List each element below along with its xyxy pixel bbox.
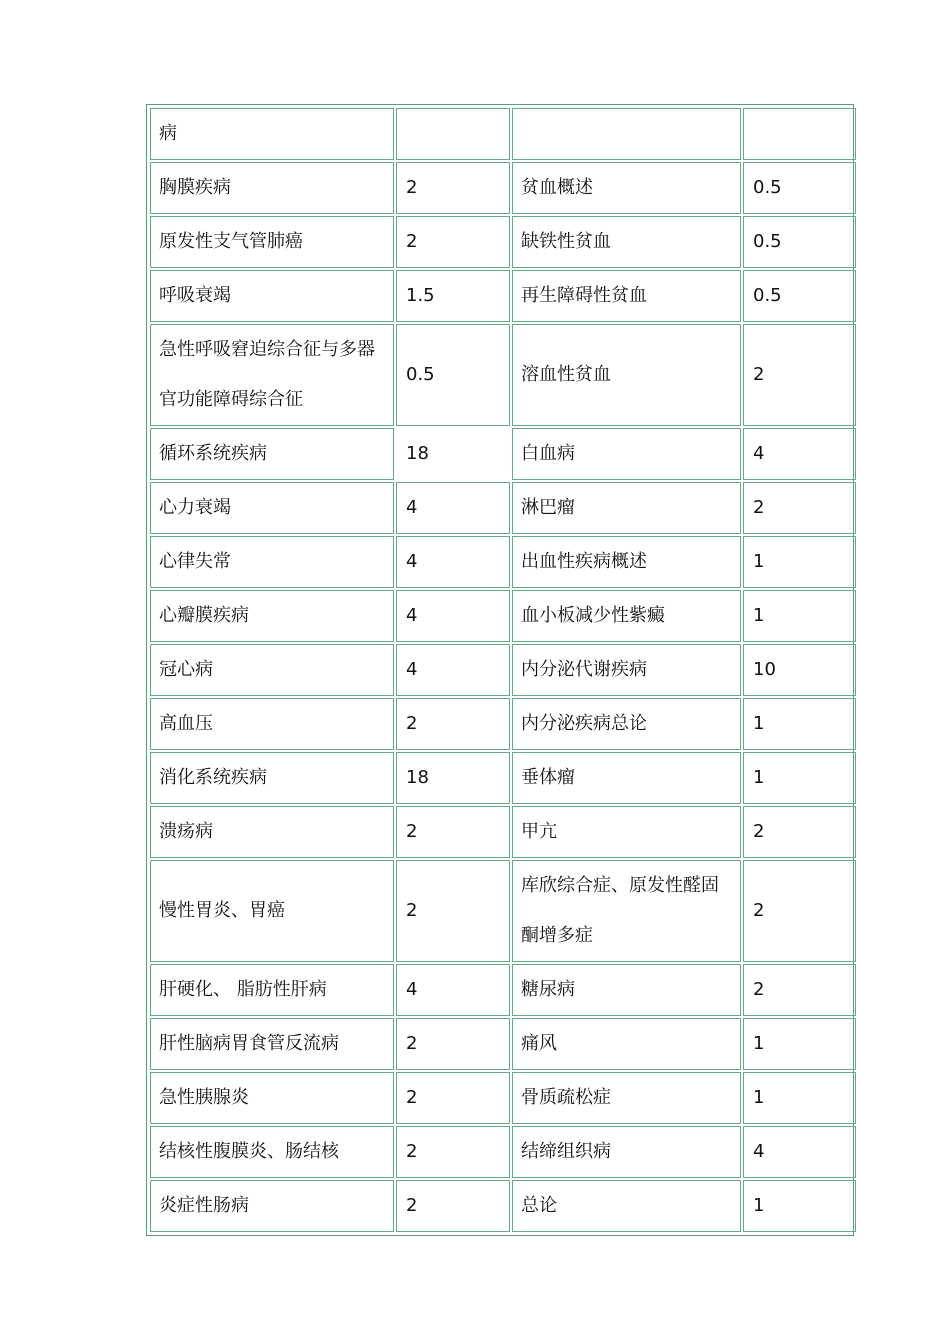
table-row xyxy=(150,1126,856,1178)
cell-topic-right: 溶血性贫血 xyxy=(512,324,741,426)
table-row xyxy=(150,1180,856,1232)
cell-topic-right: 甲亢 xyxy=(512,806,741,858)
cell-hours-left: 2 xyxy=(396,860,510,962)
cell-hours-right: 0.5 xyxy=(743,216,856,268)
cell-hours-left: 0.5 xyxy=(396,324,510,426)
cell-hours-right: 0.5 xyxy=(743,162,856,214)
cell-hours-left: 4 xyxy=(396,644,510,696)
table-grid xyxy=(148,106,858,1234)
cell-topic-left: 溃疡病 xyxy=(150,806,394,858)
cell-hours-right: 2 xyxy=(743,964,856,1016)
cell-topic-left: 急性呼吸窘迫综合征与多器官功能障碍综合征 xyxy=(150,324,394,426)
cell-topic-left: 结核性腹膜炎、肠结核 xyxy=(150,1126,394,1178)
cell-topic-left: 消化系统疾病 xyxy=(150,752,394,804)
cell-topic-left: 循环系统疾病 xyxy=(150,428,394,480)
cell-topic-right: 内分泌代谢疾病 xyxy=(512,644,741,696)
cell-topic-right: 结缔组织病 xyxy=(512,1126,741,1178)
cell-topic-left: 冠心病 xyxy=(150,644,394,696)
cell-hours-right: 10 xyxy=(743,644,856,696)
table-row xyxy=(150,428,856,480)
cell-hours-right: 1 xyxy=(743,1018,856,1070)
cell-hours-left: 2 xyxy=(396,1018,510,1070)
cell-hours-left: 18 xyxy=(406,443,429,464)
cell-hours-left: 2 xyxy=(396,162,510,214)
cell-hours-right: 1 xyxy=(743,1072,856,1124)
cell-hours-left xyxy=(396,108,510,160)
table-row xyxy=(150,162,856,214)
cell-topic-left: 原发性支气管肺癌 xyxy=(150,216,394,268)
cell-hours-right: 2 xyxy=(743,324,856,426)
cell-hours-right: 2 xyxy=(743,806,856,858)
table-row xyxy=(150,216,856,268)
cell-topic-left: 炎症性肠病 xyxy=(150,1180,394,1232)
cell-topic-right: 痛风 xyxy=(512,1018,741,1070)
cell-topic-left: 呼吸衰竭 xyxy=(150,270,394,322)
cell-topic-left: 肝硬化、 脂肪性肝病 xyxy=(150,964,394,1016)
cell-topic-right: 库欣综合症、原发性醛固酮增多症 xyxy=(512,860,741,962)
table-row xyxy=(150,482,856,534)
table-row xyxy=(150,536,856,588)
cell-topic-right: 缺铁性贫血 xyxy=(512,216,741,268)
cell-topic-left: 胸膜疾病 xyxy=(150,162,394,214)
cell-topic-left: 心力衰竭 xyxy=(150,482,394,534)
cell-topic-right: 内分泌疾病总论 xyxy=(512,698,741,750)
cell-topic-right: 贫血概述 xyxy=(512,162,741,214)
cell-topic-right xyxy=(512,108,741,160)
cell-hours-right: 1 xyxy=(743,698,856,750)
cell-topic-right: 白血病 xyxy=(512,428,741,480)
cell-hours-left: 1.5 xyxy=(396,270,510,322)
cell-hours-left: 4 xyxy=(396,536,510,588)
cell-hours-right: 0.5 xyxy=(743,270,856,322)
table-row xyxy=(150,108,856,160)
cell-topic-right: 淋巴瘤 xyxy=(512,482,741,534)
cell-hours-right: 1 xyxy=(743,752,856,804)
table-row xyxy=(150,806,856,858)
cell-hours-left: 2 xyxy=(396,1180,510,1232)
cell-topic-right: 垂体瘤 xyxy=(512,752,741,804)
table-row xyxy=(150,698,856,750)
cell-topic-left: 病 xyxy=(150,108,394,160)
table-row xyxy=(150,270,856,322)
table-row xyxy=(150,1018,856,1070)
cell-hours-right: 1 xyxy=(743,536,856,588)
cell-topic-right: 再生障碍性贫血 xyxy=(512,270,741,322)
table-row xyxy=(150,860,856,962)
table-row xyxy=(150,752,856,804)
cell-hours-left: 2 xyxy=(396,698,510,750)
cell-hours-left: 18 xyxy=(396,752,510,804)
cell-topic-right: 血小板减少性紫癜 xyxy=(512,590,741,642)
cell-topic-left: 急性胰腺炎 xyxy=(150,1072,394,1124)
cell-topic-right: 糖尿病 xyxy=(512,964,741,1016)
cell-topic-right: 骨质疏松症 xyxy=(512,1072,741,1124)
cell-topic-left: 慢性胃炎、胃癌 xyxy=(150,860,394,962)
cell-hours-right: 4 xyxy=(743,428,856,480)
cell-hours-left: 2 xyxy=(396,216,510,268)
cell-hours-left: 4 xyxy=(396,482,510,534)
cell-hours-right: 1 xyxy=(743,1180,856,1232)
table-row xyxy=(150,964,856,1016)
cell-hours-right: 2 xyxy=(743,860,856,962)
table-row xyxy=(150,1072,856,1124)
cell-hours-left: 2 xyxy=(396,806,510,858)
table-row xyxy=(150,590,856,642)
table-row xyxy=(150,324,856,426)
cell-hours-left: 4 xyxy=(396,590,510,642)
cell-topic-right: 出血性疾病概述 xyxy=(512,536,741,588)
cell-hours-right xyxy=(743,108,856,160)
cell-topic-left: 高血压 xyxy=(150,698,394,750)
syllabus-table xyxy=(146,104,854,1236)
cell-topic-left: 心律失常 xyxy=(150,536,394,588)
cell-topic-left: 肝性脑病胃食管反流病 xyxy=(150,1018,394,1070)
cell-hours-right: 2 xyxy=(743,482,856,534)
cell-topic-left: 心瓣膜疾病 xyxy=(150,590,394,642)
cell-topic-right: 总论 xyxy=(512,1180,741,1232)
table-row xyxy=(150,644,856,696)
cell-hours-left: 2 xyxy=(396,1072,510,1124)
cell-hours-left: 2 xyxy=(396,1126,510,1178)
cell-hours-right: 1 xyxy=(743,590,856,642)
cell-hours-right: 4 xyxy=(743,1126,856,1178)
cell-hours-left: 4 xyxy=(396,964,510,1016)
